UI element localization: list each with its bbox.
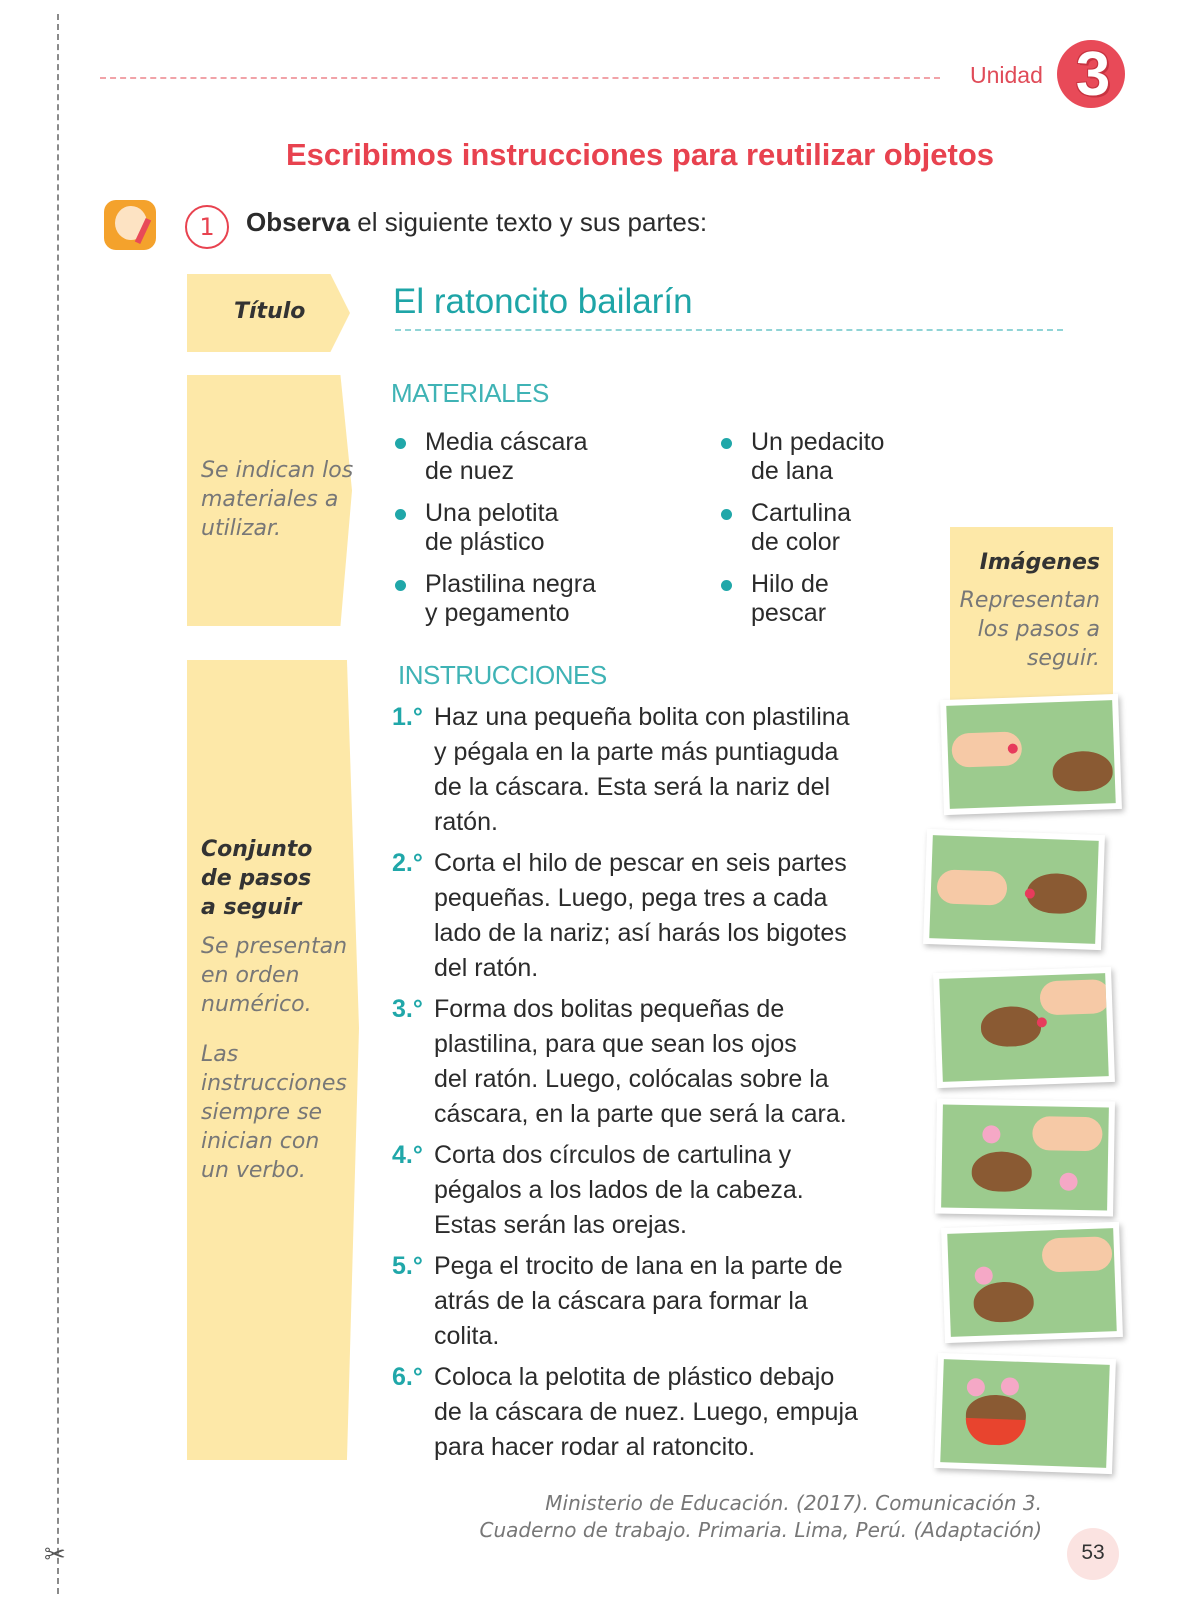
header-dashed-line — [100, 77, 940, 79]
walnut-shell — [980, 1005, 1041, 1047]
label-materials-text: Se indican los materiales a utilizar. — [201, 458, 354, 541]
walnut-shell — [1052, 750, 1113, 792]
bullet-icon — [395, 580, 406, 591]
hand-illustration — [936, 869, 1007, 905]
step-number: 1.° — [392, 703, 423, 731]
materials-list-left — [395, 428, 695, 641]
unit-label: Unidad — [970, 62, 1043, 88]
photo-scene — [939, 973, 1108, 1082]
step-1: 1.° Haz una pequeña bolita con plastilina y pégala en la parte más puntiaguda de la cáscara. Esta será la nariz del ratón. — [392, 700, 917, 840]
step-number: 3.° — [392, 995, 423, 1023]
bullet-icon — [721, 438, 732, 449]
step-6: 6.° Coloca la pelotita de plástico debajo de la cáscara de nuez. Luego, empuja para hacer rodar al ratoncito. — [392, 1360, 917, 1465]
exercise-verb: Observa — [246, 207, 351, 237]
step-photo-2 — [923, 829, 1105, 950]
label-images-text: Representan los pasos a seguir. — [959, 588, 1100, 671]
mouse-ear — [967, 1378, 986, 1397]
photo-scene — [940, 1359, 1109, 1468]
material-item: Media cáscara de nuez — [395, 428, 695, 486]
photo-scene — [941, 1105, 1109, 1211]
bullet-icon — [721, 509, 732, 520]
label-steps-verb: Las instrucciones siempre se inician con un verbo. — [201, 1042, 347, 1183]
step-5: 5.° Pega el trocito de lana en la parte de atrás de la cáscara para formar la colita. — [392, 1249, 917, 1354]
step-photo-4 — [935, 1098, 1115, 1216]
label-steps-order: Se presentan en orden numérico. — [201, 934, 348, 1017]
photo-scene — [947, 1228, 1116, 1337]
material-item: Cartulina de color — [721, 499, 941, 557]
cut-line — [57, 14, 59, 1594]
exercise-rest: el siguiente texto y sus partes: — [350, 207, 708, 237]
step-4: 4.° Corta dos círculos de cartulina y pégalos a los lados de la cabeza. Estas serán las orejas. — [392, 1138, 917, 1243]
step-photo-6 — [934, 1353, 1116, 1474]
step-number: 6.° — [392, 1363, 423, 1391]
recipe-title: El ratoncito bailarín — [393, 282, 693, 321]
source-citation: Ministerio de Educación. (2017). Comunicación 3. Cuaderno de trabajo. Primaria. Lima, Perú. (Adaptación) — [479, 1491, 1042, 1542]
step-2: 2.° Corta el hilo de pescar en seis partes pequeñas. Luego, pega tres a cada lado de la nariz; así harás los bigotes del ratón. — [392, 846, 917, 986]
material-item: Plastilina negra y pegamento — [395, 570, 695, 628]
step-number: 4.° — [392, 1141, 423, 1169]
page-number: 53 — [1081, 1541, 1105, 1564]
hand-illustration — [1041, 1236, 1112, 1272]
mouse-ear — [1001, 1377, 1020, 1396]
step-number: 5.° — [392, 1252, 423, 1280]
walnut-shell — [1026, 872, 1087, 914]
instructions-list — [392, 700, 917, 1471]
title-dashed-rule — [395, 329, 1063, 331]
photo-scene — [929, 835, 1098, 944]
photo-scene — [946, 700, 1115, 809]
plastic-ball — [965, 1418, 1026, 1446]
hand-illustration — [1039, 979, 1108, 1015]
materials-heading: MATERIALES — [391, 378, 549, 408]
hand-illustration — [1032, 1116, 1103, 1151]
label-title-heading: Título — [234, 299, 306, 324]
materials-list-right — [721, 428, 941, 641]
step-number: 2.° — [392, 849, 423, 877]
mouse-ear — [1059, 1173, 1077, 1191]
step-photo-3 — [933, 967, 1115, 1088]
page-title: Escribimos instrucciones para reutilizar objetos — [285, 137, 995, 172]
bullet-icon — [395, 438, 406, 449]
walnut-shell — [973, 1281, 1034, 1323]
mouse-nose — [1037, 1017, 1047, 1027]
mouse-ear — [982, 1125, 1000, 1143]
scissors-icon: ✂ — [44, 1540, 66, 1570]
instructions-heading: INSTRUCCIONES — [398, 660, 607, 690]
step-photo-5 — [941, 1222, 1123, 1343]
material-item: Una pelotita de plástico — [395, 499, 695, 557]
step-photo-1 — [940, 694, 1122, 815]
material-item: Hilo de pescar — [721, 570, 941, 628]
label-images-heading: Imágenes — [979, 550, 1100, 575]
walnut-shell — [971, 1151, 1032, 1192]
material-item: Un pedacito de lana — [721, 428, 941, 486]
unit-number: 3 — [1075, 40, 1111, 109]
bullet-icon — [395, 509, 406, 520]
exercise-number: 1 — [185, 205, 229, 249]
step-3: 3.° Forma dos bolitas pequeñas de plastilina, para que sean los ojos del ratón. Luego, colócalas sobre la cáscara, en la parte que será la cara. — [392, 992, 917, 1132]
mouse-ear — [974, 1266, 993, 1285]
bullet-icon — [721, 580, 732, 591]
label-steps-heading: Conjunto de pasos a seguir — [201, 837, 313, 920]
exercise-instruction — [246, 207, 707, 238]
